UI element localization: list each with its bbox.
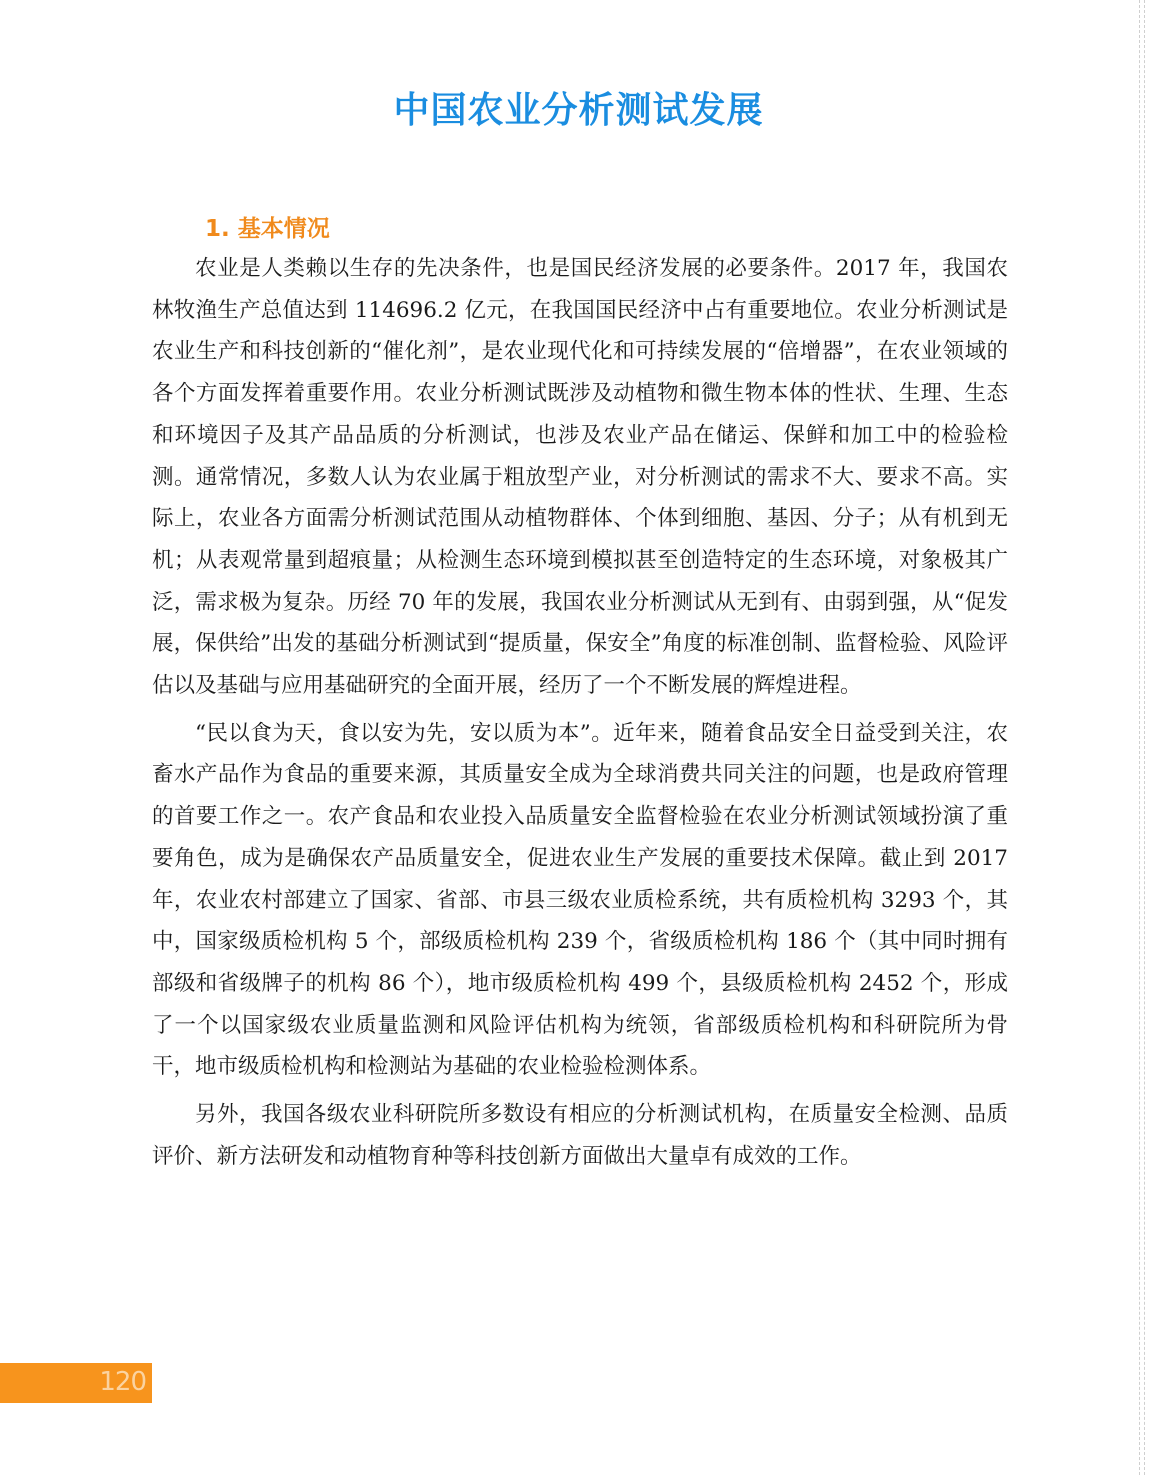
paragraph-3: 另外，我国各级农业科研院所多数设有相应的分析测试机构，在质量安全检测、品质评价、新方法研发和动植物育种等科技创新方面做出大量卓有成效的工作。 (152, 1102, 1008, 1169)
body-text (152, 248, 1008, 1183)
page-number: 120 (99, 1367, 146, 1397)
page-title: 中国农业分析测试发展 (393, 90, 764, 131)
right-margin-rule (1139, 0, 1145, 1475)
paragraph-1: 农业是人类赖以生存的先决条件，也是国民经济发展的必要条件。2017 年，我国农林牧渔生产总值达到 114696.2 亿元，在我国国民经济中占有重要地位。农业分析测试是农业生产和科技创新的“催化剂”，是农业现代化和可持续发展的“倍增器”，在农业领域的各个方面发挥着重要作用。农业分析测试既涉及动植物和微生物本体的性状、生理、生态和环境因子及其产品品质的分析测试，也涉及农业产品在储运、保鲜和加工中的检验检测。通常情况，多数人认为农业属于粗放型产业，对分析测试的需求不大、要求不高。实际上，农业各方面需分析测试范围从动植物群体、个体到细胞、基因、分子；从有机到无机；从表观常量到超痕量；从检测生态环境到模拟甚至创造特定的生态环境，对象极其广泛，需求极为复杂。历经 70 年的发展，我国农业分析测试从无到有、由弱到强，从“促发展，保供给”出发的基础分析测试到“提质量，保安全”角度的标准创制、监督检验、风险评估以及基础与应用基础研究的全面开展，经历了一个不断发展的辉煌进程。 (152, 256, 1008, 699)
page-number-bar (0, 1363, 152, 1403)
section-heading: 1. 基本情况 (205, 216, 330, 242)
paragraph-2: “民以食为天，食以安为先，安以质为本”。近年来，随着食品安全日益受到关注，农畜水产品作为食品的重要来源，其质量安全成为全球消费共同关注的问题，也是政府管理的首要工作之一。农产食品和农业投入品质量安全监督检验在农业分析测试领域扮演了重要角色，成为是确保农产品质量安全，促进农业生产发展的重要技术保障。截止到 2017 年，农业农村部建立了国家、省部、市县三级农业质检系统，共有质检机构 3293 个，其中，国家级质检机构 5 个，部级质检机构 239 个，省级质检机构 186 个（其中同时拥有部级和省级牌子的机构 86 个），地市级质检机构 499 个，县级质检机构 2452 个，形成了一个以国家级农业质量监测和风险评估机构为统领，省部级质检机构和科研院所为骨干，地市级质检机构和检测站为基础的农业检验检测体系。 (152, 720, 1008, 1080)
